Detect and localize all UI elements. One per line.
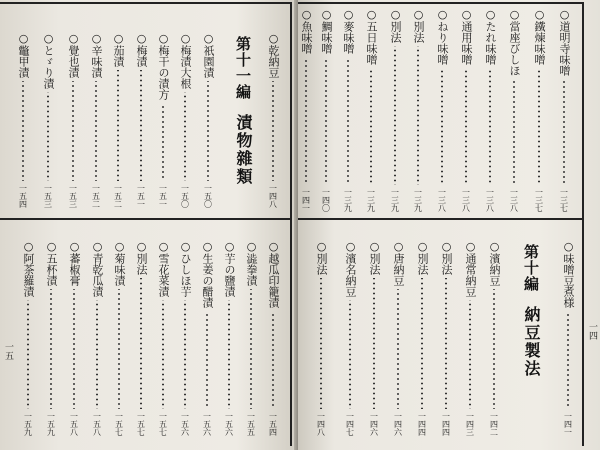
leader-dots: [394, 46, 396, 185]
toc-entry[interactable]: [313, 240, 329, 436]
entry-title: ○芋の鹽漬: [223, 240, 236, 297]
entry-page: 一五〇: [203, 184, 213, 208]
leader-dots: [162, 300, 164, 409]
entry-title: ○雪花菜漬: [157, 240, 170, 297]
leader-dots: [513, 79, 515, 185]
entry-page: 一三七: [559, 188, 569, 212]
toc-entry[interactable]: [15, 32, 31, 208]
entry-page: 一三八: [485, 188, 495, 212]
entry-title: ○梅漬: [135, 32, 148, 67]
toc-entry[interactable]: [438, 240, 454, 436]
top-rule-right: [298, 2, 584, 4]
entry-title: ○梅漬大根: [179, 32, 192, 89]
entry-page: 一三八: [509, 188, 519, 212]
entry-title: ○別法: [412, 8, 425, 43]
toc-entry[interactable]: [200, 32, 216, 208]
entry-page: 一四四: [441, 412, 451, 436]
toc-entry[interactable]: [221, 240, 237, 436]
entry-page: 一三九: [366, 188, 376, 212]
entry-page: 一五八: [69, 412, 79, 436]
toc-entry[interactable]: [40, 32, 56, 208]
entry-page: 一三八: [437, 188, 447, 212]
entry-page: 一四六: [393, 412, 403, 436]
entry-title: ○菊味漬: [113, 240, 126, 286]
leader-dots: [207, 81, 209, 181]
entry-page: 一五四: [18, 184, 28, 208]
toc-entry[interactable]: [265, 32, 281, 208]
entry-title: ○青乾瓜漬: [91, 240, 104, 297]
leader-dots: [305, 57, 307, 185]
entry-page: 一四八: [316, 412, 326, 436]
entry-page: 一五六: [202, 412, 212, 436]
entry-page: 一三九: [413, 188, 423, 212]
entry-title: ○生姜の醋漬: [201, 240, 214, 308]
section-heading: [520, 244, 543, 378]
toc-entry[interactable]: [243, 240, 259, 436]
leader-dots: [95, 81, 97, 181]
toc-entry[interactable]: [387, 8, 403, 212]
page-number-right: 一四: [587, 322, 597, 340]
entry-page: 一三八: [461, 188, 471, 212]
entry-title: ○濱名納豆: [344, 240, 357, 297]
toc-entry[interactable]: [20, 240, 36, 436]
entry-page: 一五六: [224, 412, 234, 436]
entry-title: ○茄漬: [112, 32, 125, 67]
leader-dots: [118, 289, 120, 409]
leader-dots: [370, 68, 372, 185]
leader-dots: [421, 278, 423, 409]
entry-title: ○味噌豆煮様: [562, 240, 575, 308]
leader-dots: [206, 311, 208, 409]
toc-entry[interactable]: [560, 240, 576, 436]
entry-page: 一四七: [345, 412, 355, 436]
toc-entry[interactable]: [199, 240, 215, 436]
entry-title: ○澁拳漬: [245, 240, 258, 286]
entry-title: ○阿茶羅漬: [22, 240, 35, 297]
leader-dots: [493, 289, 495, 409]
entry-page: 一五一: [158, 184, 168, 208]
entry-title: ○五杯漬: [45, 240, 58, 286]
entry-title: ○別法: [368, 240, 381, 275]
entry-page: 一五〇: [180, 184, 190, 208]
toc-entry[interactable]: [177, 240, 193, 436]
leader-dots: [50, 289, 52, 409]
toc-entry[interactable]: [89, 240, 105, 436]
toc-entry[interactable]: [531, 8, 547, 212]
leader-dots: [272, 311, 274, 409]
toc-entry[interactable]: [133, 240, 149, 436]
toc-entry[interactable]: [88, 32, 104, 208]
leader-dots: [441, 68, 443, 185]
toc-entry[interactable]: [390, 240, 406, 436]
leader-dots: [445, 278, 447, 409]
entry-title: ○別法: [389, 8, 402, 43]
leader-dots: [117, 70, 119, 181]
entry-title: ○辛味漬: [90, 32, 103, 78]
toc-entry[interactable]: [556, 8, 572, 212]
section-title: 漬物雜類: [234, 114, 253, 186]
entry-page: 一五五: [246, 412, 256, 436]
entry-page: 一五四: [268, 412, 278, 436]
leader-dots: [417, 46, 419, 185]
leader-dots: [349, 300, 351, 409]
entry-page: 一四六: [369, 412, 379, 436]
entry-title: ○鐵煉味噌: [533, 8, 546, 65]
left-page: [0, 0, 296, 450]
toc-entry[interactable]: [434, 8, 450, 212]
right-border-left: [290, 2, 292, 446]
entry-page: 一五三: [68, 184, 78, 208]
entry-title: ○五日味噌: [365, 8, 378, 65]
leader-dots: [72, 81, 74, 181]
leader-dots: [250, 289, 252, 409]
entry-page: 一三九: [343, 188, 353, 212]
leader-dots: [563, 79, 565, 185]
toc-entry[interactable]: [43, 240, 59, 436]
entry-title: ○麥味噌: [342, 8, 355, 54]
leader-dots: [47, 92, 49, 181]
entry-title: ○當座びしほ: [508, 8, 521, 76]
entry-title: ○別法: [416, 240, 429, 275]
entry-page: 一五三: [43, 184, 53, 208]
leader-dots: [162, 103, 164, 181]
page-number-left: 一五: [3, 342, 13, 360]
leader-dots: [140, 278, 142, 409]
entry-page: 一四八: [268, 184, 278, 208]
leader-dots: [272, 81, 274, 181]
toc-entry[interactable]: [265, 240, 281, 436]
toc-entry[interactable]: [342, 240, 358, 436]
entry-title: ○通用味噌: [460, 8, 473, 65]
top-rule-left: [0, 2, 292, 4]
leader-dots: [373, 278, 375, 409]
toc-entry[interactable]: [318, 8, 334, 212]
entry-page: 一四二: [489, 412, 499, 436]
entry-title: ○別法: [135, 240, 148, 275]
leader-dots: [469, 300, 471, 409]
leader-dots: [228, 300, 230, 409]
entry-title: ○たれ味噌: [484, 8, 497, 65]
leader-dots: [22, 81, 24, 181]
entry-title: ○ねり味噌: [436, 8, 449, 65]
entry-page: 一五九: [23, 412, 33, 436]
leader-dots: [73, 289, 75, 409]
entry-title: ○祇園漬: [202, 32, 215, 78]
toc-entry[interactable]: [155, 32, 171, 208]
entry-page: 一五七: [158, 412, 168, 436]
leader-dots: [184, 92, 186, 181]
leader-dots: [96, 300, 98, 409]
entry-page: 一五二: [91, 184, 101, 208]
leader-dots: [567, 311, 569, 409]
entry-title: ○鯛味噌: [320, 8, 333, 54]
entry-page: 一五六: [180, 412, 190, 436]
entry-page: 一五一: [136, 184, 146, 208]
middle-rule-right: [298, 218, 584, 220]
leader-dots: [489, 68, 491, 185]
toc-entry[interactable]: [177, 32, 193, 208]
section-heading: [232, 36, 255, 186]
section-number: 第十編: [522, 244, 540, 292]
leader-dots: [140, 70, 142, 181]
toc-entry[interactable]: [486, 240, 502, 436]
leader-dots: [538, 68, 540, 185]
entry-page: 一四一: [301, 188, 311, 212]
entry-page: 一五八: [92, 412, 102, 436]
entry-title: ○別法: [315, 240, 328, 275]
entry-title: ○蕃椒膏: [68, 240, 81, 286]
entry-title: ○覺也漬: [67, 32, 80, 78]
toc-entry[interactable]: [462, 240, 478, 436]
entry-title: ○とゞり漬: [42, 32, 55, 89]
entry-page: 一五二: [113, 184, 123, 208]
section-number: 第十一編: [234, 36, 252, 100]
entry-page: 一五九: [46, 412, 56, 436]
entry-title: ○唐納豆: [392, 240, 405, 286]
toc-entry[interactable]: [340, 8, 356, 212]
entry-page: 一五七: [114, 412, 124, 436]
toc-entry[interactable]: [66, 240, 82, 436]
entry-title: ○通常納豆: [464, 240, 477, 297]
toc-entry[interactable]: [298, 8, 314, 212]
toc-entry[interactable]: [363, 8, 379, 212]
entry-page: 一三七: [534, 188, 544, 212]
right-page: [298, 0, 600, 450]
leader-dots: [465, 68, 467, 185]
leader-dots: [320, 278, 322, 409]
entry-page: 一五七: [136, 412, 146, 436]
toc-entry[interactable]: [133, 32, 149, 208]
toc-entry[interactable]: [111, 240, 127, 436]
toc-entry[interactable]: [458, 8, 474, 212]
toc-entry[interactable]: [482, 8, 498, 212]
entry-page: 一四三: [465, 412, 475, 436]
toc-entry[interactable]: [506, 8, 522, 212]
entry-title: ○魚味噌: [300, 8, 313, 54]
toc-entry[interactable]: [366, 240, 382, 436]
right-border-right: [582, 2, 584, 446]
toc-entry[interactable]: [414, 240, 430, 436]
toc-entry[interactable]: [65, 32, 81, 208]
leader-dots: [184, 300, 186, 409]
toc-entry[interactable]: [110, 32, 126, 208]
entry-title: ○濱納豆: [488, 240, 501, 286]
section-title: 納豆製法: [522, 306, 541, 378]
entry-title: ○越瓜印籠漬: [267, 240, 280, 308]
entry-page: 一四一: [563, 412, 573, 436]
leader-dots: [325, 57, 327, 185]
middle-rule-left: [0, 218, 292, 220]
leader-dots: [347, 57, 349, 185]
entry-page: 一四四: [417, 412, 427, 436]
entry-title: ○別法: [440, 240, 453, 275]
entry-title: ○鼈甲漬: [17, 32, 30, 78]
entry-title: ○ひしほ芋: [179, 240, 192, 297]
entry-title: ○道明寺味噌: [558, 8, 571, 76]
entry-page: 一三九: [390, 188, 400, 212]
toc-entry[interactable]: [410, 8, 426, 212]
entry-page: 一四〇: [321, 188, 331, 212]
leader-dots: [27, 300, 29, 409]
entry-title: ○梅干の漬方: [157, 32, 170, 100]
entry-title: ○乾納豆: [267, 32, 280, 78]
leader-dots: [397, 289, 399, 409]
toc-entry[interactable]: [155, 240, 171, 436]
